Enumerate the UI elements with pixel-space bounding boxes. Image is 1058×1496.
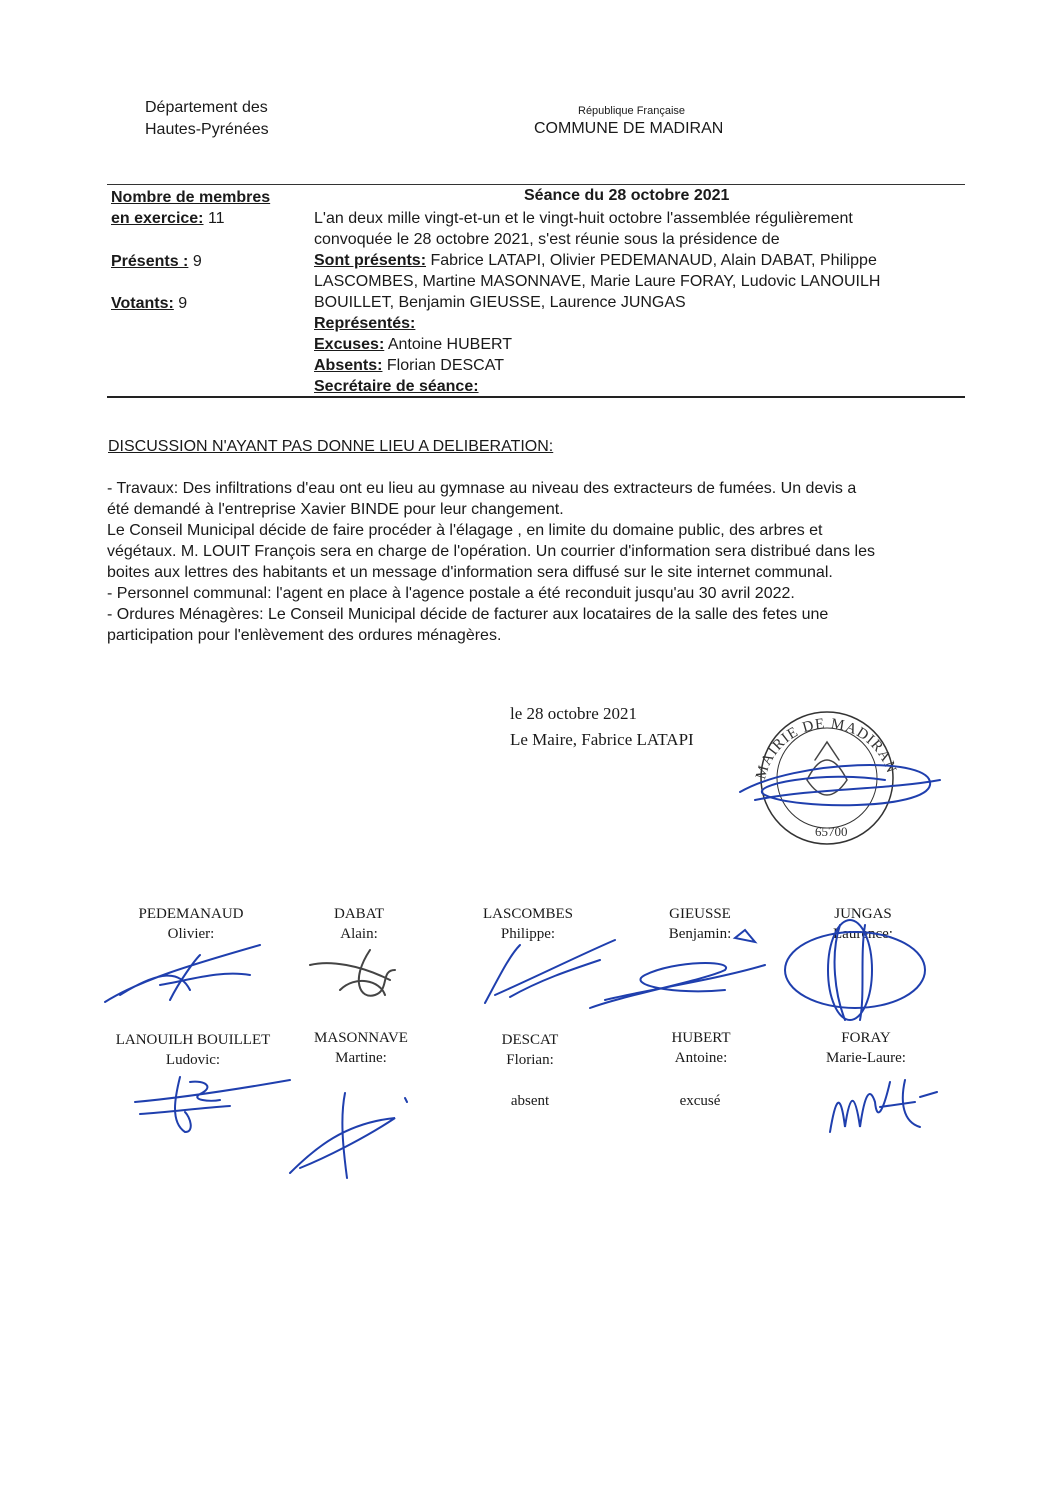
signatory-surname: PEDEMANAUD <box>138 906 244 922</box>
meeting-details <box>314 208 964 397</box>
mayor-signature-block <box>510 701 694 753</box>
signatory-surname: JUNGAS <box>834 906 892 922</box>
present-line3: BOUILLET, Benjamin GIEUSSE, Laurence JUNGAS <box>314 294 686 311</box>
absent-value: Florian DESCAT <box>386 357 504 374</box>
signature-foray <box>825 1072 945 1142</box>
signatory-surname: LASCOMBES <box>482 906 574 922</box>
secretary-heading: Secrétaire de séance: <box>314 378 479 395</box>
signatory-firstname: Florian: <box>506 1052 554 1068</box>
signature-lanouilh-bouillet <box>130 1072 300 1137</box>
status-excused: excusé <box>679 1093 721 1109</box>
signatory-surname: DESCAT <box>501 1032 559 1048</box>
signature-dabat <box>300 940 430 1010</box>
seal-text-top: MAIRIE DE MADIRAN <box>753 716 900 782</box>
members-label-2: en exercice: <box>111 210 204 227</box>
department-line1: Département des <box>145 99 268 116</box>
signature-jungas <box>770 915 940 1025</box>
commune-title: COMMUNE DE MADIRAN <box>534 120 724 137</box>
signatory-surname: HUBERT <box>671 1030 731 1046</box>
paragraph-line: participation pour l'enlèvement des ordures ménagères. <box>107 627 502 644</box>
intro-line1: L'an deux mille vingt-et-un et le vingt-huit octobre l'assemblée régulièrement <box>314 210 853 227</box>
meeting-title: Séance du 28 octobre 2021 <box>524 187 730 204</box>
town-seal <box>735 700 945 850</box>
present-count <box>111 253 202 271</box>
intro-line2: convoquée le 28 octobre 2021, s'est réunie sous la présidence de <box>314 231 780 248</box>
discussion-title: DISCUSSION N'AYANT PAS DONNE LIEU A DELIBERATION: <box>108 438 554 455</box>
signatory-firstname: Martine: <box>335 1050 387 1066</box>
signature-pedemanaud <box>100 940 270 1010</box>
signatory-surname: DABAT <box>333 906 384 922</box>
represented-heading: Représentés: <box>314 315 416 332</box>
signatory-firstname: Benjamin: <box>668 926 732 942</box>
signature-masonnave <box>285 1088 425 1183</box>
signatory-firstname: Philippe: <box>500 926 556 942</box>
status-absent: absent <box>510 1093 550 1109</box>
paragraph-line: végétaux. M. LOUIT François sera en charge de l'opération. Un courrier d'information sera distribué dans les <box>107 543 875 560</box>
present-label: Présents : <box>111 253 189 270</box>
voters-count <box>111 295 187 313</box>
excused-heading: Excuses: <box>314 336 385 353</box>
department-header <box>145 97 269 141</box>
republic-label: République Française <box>578 105 686 117</box>
present-line1: Fabrice LATAPI, Olivier PEDEMANAUD, Alain DABAT, Philippe <box>430 252 877 269</box>
absent-members <box>314 355 964 376</box>
department-line2: Hautes-Pyrénées <box>145 121 269 138</box>
signatory-firstname: Antoine: <box>674 1050 728 1066</box>
paragraph-line: - Travaux: Des infiltrations d'eau ont eu lieu au gymnase au niveau des extracteurs de fumées. Un devis a <box>107 480 857 497</box>
bottom-rule <box>107 396 965 398</box>
present-line2: LASCOMBES, Martine MASONNAVE, Marie Laure FORAY, Ludovic LANOUILH <box>314 273 881 290</box>
present-members <box>314 250 964 271</box>
mayor-name: Le Maire, Fabrice LATAPI <box>510 730 694 749</box>
signatory-firstname: Marie-Laure: <box>826 1050 906 1066</box>
signatory-firstname: Laurence: <box>833 926 893 942</box>
excused-value: Antoine HUBERT <box>387 336 513 353</box>
signatory-surname: LANOUILH BOUILLET <box>115 1032 271 1048</box>
voters-value: 9 <box>178 295 188 312</box>
paragraph-line: été demandé à l'entreprise Xavier BINDE pour leur changement. <box>107 501 564 518</box>
signatory-foray <box>766 1028 966 1068</box>
signatory-descat <box>430 1030 630 1070</box>
signatory-surname: FORAY <box>841 1030 891 1046</box>
paragraph-line: - Ordures Ménagères: Le Conseil Municipal décide de facturer aux locataires de la salle des fetes une <box>107 606 829 623</box>
signatory-firstname: Ludovic: <box>165 1052 221 1068</box>
signatory-surname: GIEUSSE <box>669 906 731 922</box>
excused-members <box>314 334 964 355</box>
paragraph-line: boites aux lettres des habitants et un message d'information sera diffusé sur le site internet communal. <box>107 564 833 581</box>
signature-date: le 28 octobre 2021 <box>510 704 637 723</box>
signature-gieusse <box>585 920 775 1015</box>
absent-heading: Absents: <box>314 357 383 374</box>
paragraph-line: - Personnel communal: l'agent en place à l'agence postale a été reconduit jusqu'au 30 avril 2022. <box>107 585 795 602</box>
signatory-firstname: Alain: <box>340 926 378 942</box>
paragraph-line: Le Conseil Municipal décide de faire procéder à l'élagage , en limite du domaine public, des arbres et <box>107 522 823 539</box>
discussion-body <box>107 478 967 646</box>
members-value: 11 <box>207 210 225 227</box>
signatory-surname: MASONNAVE <box>314 1030 408 1046</box>
seal-text-bottom: 65700 <box>815 824 848 839</box>
members-label: Nombre de membres <box>111 189 271 206</box>
present-value: 9 <box>192 253 202 270</box>
voters-label: Votants: <box>111 295 174 312</box>
members-in-office <box>111 210 225 228</box>
signatory-firstname: Olivier: <box>167 926 215 942</box>
present-heading: Sont présents: <box>314 252 427 269</box>
top-rule <box>107 184 965 185</box>
